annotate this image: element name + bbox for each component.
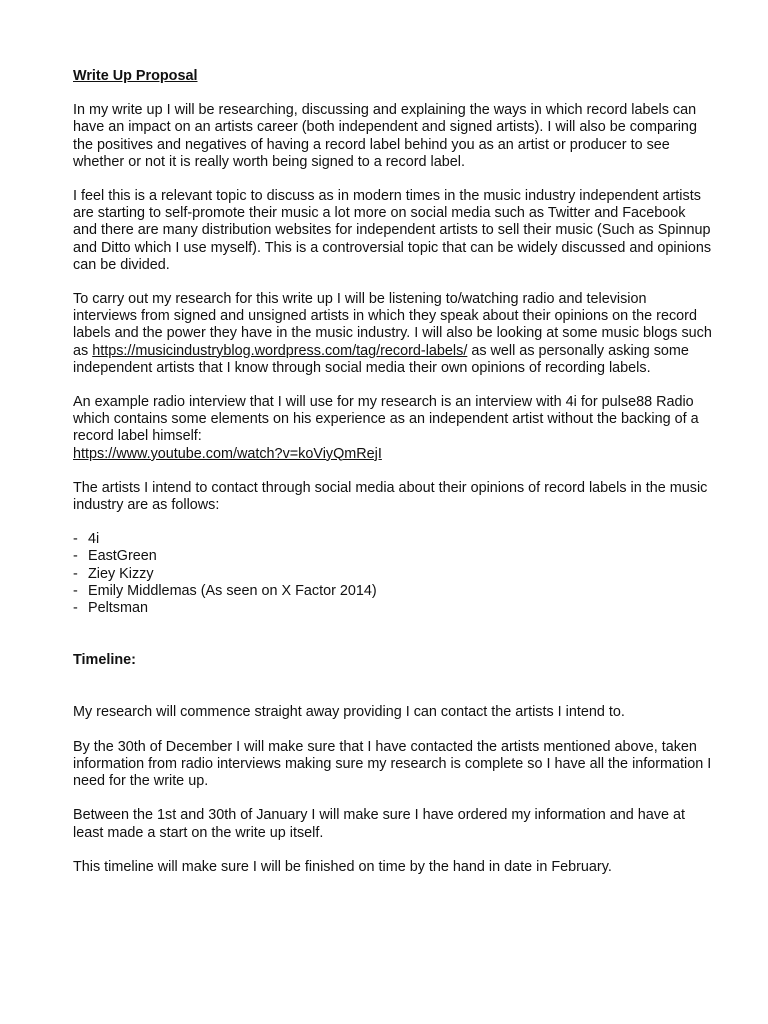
- bullet-dash: -: [73, 582, 78, 599]
- youtube-link[interactable]: https://www.youtube.com/watch?v=koViyQmRejI: [73, 445, 382, 462]
- list-item: [73, 566, 713, 583]
- bullet-dash: -: [73, 565, 78, 582]
- bullet-dash: -: [73, 531, 78, 548]
- artists-list: [73, 531, 713, 617]
- timeline-heading: Timeline:: [73, 652, 136, 669]
- music-blog-link[interactable]: https://musicindustryblog.wordpress.com/tag/record-labels/: [92, 342, 468, 359]
- radio-text: An example radio interview that I will use for my research is an interview with 4i for pulse88 Radio which contains some elements on his experience as an independent artist without the backing of a record label himself:: [73, 394, 699, 445]
- intro-paragraph-2: I feel this is a relevant topic to discuss as in modern times in the music industry independent artists are starting to self-promote their music a lot more on social media such as Twitter and Facebook and there are many distribution websites for independent artists to sell their music (Such as Spinnup and Ditto which I use myself). This is a controversial topic that can be widely discussed and opinions can be divided.: [73, 188, 712, 273]
- timeline-paragraph-3: Between the 1st and 30th of January I will make sure I have ordered my information and have at least made a start on the write up itself.: [73, 807, 685, 841]
- artist-name: Peltsman: [88, 600, 148, 617]
- research-text-before-link: To carry out my research for this write up I will be listening to/watching radio and television interviews from signed and unsigned artists in which they speak about their opinions on the record labels and the power they have in the music industry. I will also be looking at some music blogs such as: [73, 291, 712, 359]
- timeline-paragraph-4: This timeline will make sure I will be finished on time by the hand in date in February.: [73, 858, 612, 875]
- timeline-paragraph-1: My research will commence straight away providing I can contact the artists I intend to.: [73, 704, 625, 721]
- list-item: [73, 548, 713, 565]
- artist-name: 4i: [88, 531, 100, 548]
- artists-intro: The artists I intend to contact through social media about their opinions of record labels in the music industry are as follows:: [73, 479, 708, 514]
- bullet-dash: -: [73, 600, 78, 617]
- bullet-dash: -: [73, 548, 78, 565]
- artist-name: Ziey Kizzy: [88, 565, 154, 582]
- list-item: [73, 531, 713, 548]
- radio-paragraph: [73, 394, 713, 463]
- research-paragraph: [73, 291, 713, 377]
- artist-name: EastGreen: [88, 548, 157, 565]
- list-item: [73, 600, 713, 617]
- document-body: [73, 68, 713, 876]
- artist-name: Emily Middlemas (As seen on X Factor 2014): [88, 582, 377, 599]
- research-text-after-link: as well as personally asking some independent artists that I know through social media their own opinions of recording labels.: [73, 342, 689, 376]
- timeline-paragraph-2: By the 30th of December I will make sure that I have contacted the artists mentioned above, taken information from radio interviews making sure my research is complete so I have all the information I need for the write up.: [73, 738, 712, 790]
- list-item: [73, 583, 713, 600]
- intro-paragraph-1: In my write up I will be researching, discussing and explaining the ways in which record labels can have an impact on an artists career (both independent and signed artists). I will also be comparing the positives and negatives of having a record label behind you as an artist or producer to see whether or not it is really worth being signed to a record label.: [73, 102, 697, 170]
- document-title: Write Up Proposal: [73, 68, 198, 84]
